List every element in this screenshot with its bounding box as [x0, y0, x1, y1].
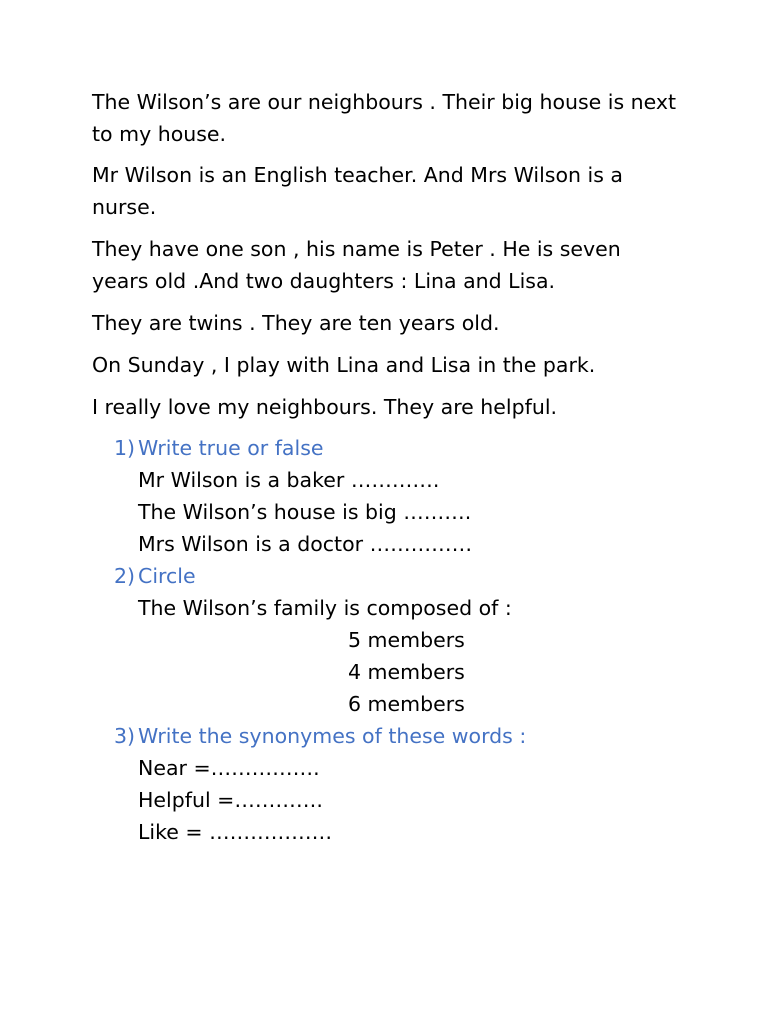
exercise-3-word-2: Helpful =…………. — [138, 788, 323, 812]
reading-paragraph-2: Mr Wilson is an English teacher. And Mrs Wilson is a nurse. — [92, 163, 623, 219]
exercise-2-heading — [114, 560, 196, 592]
exercise-3-heading — [114, 720, 526, 752]
exercise-2-number: 2) — [114, 564, 136, 588]
exercise-1-statement-2: The Wilson’s house is big ………. — [138, 500, 472, 524]
exercise-1-statement-1: Mr Wilson is a baker …………. — [138, 468, 440, 492]
exercise-3-word-3: Like = ……………… — [138, 820, 333, 844]
exercise-3-title: Write the synonymes of these words : — [138, 724, 527, 748]
exercise-2-option-1: 5 members — [348, 628, 465, 652]
exercise-2-question: The Wilson’s family is composed of : — [138, 596, 512, 620]
exercise-2-option-2: 4 members — [348, 660, 465, 684]
exercise-1-number: 1) — [114, 436, 136, 460]
exercise-1-title: Write true or false — [138, 436, 324, 460]
reading-paragraph-6: I really love my neighbours. They are helpful. — [92, 395, 558, 419]
reading-paragraph-4: They are twins . They are ten years old. — [92, 311, 500, 335]
exercise-3-number: 3) — [114, 724, 136, 748]
exercise-3-word-1: Near =……………. — [138, 756, 320, 780]
reading-paragraph-1: The Wilson’s are our neighbours . Their big house is next to my house. — [92, 90, 677, 146]
exercise-1-heading — [114, 432, 323, 464]
exercise-2-title: Circle — [138, 564, 196, 588]
exercise-2-option-3: 6 members — [348, 692, 465, 716]
reading-paragraph-5: On Sunday , I play with Lina and Lisa in the park. — [92, 353, 596, 377]
reading-paragraph-3: They have one son , his name is Peter . He is seven years old .And two daughters : Lina and Lisa. — [92, 237, 621, 293]
exercise-1-statement-3: Mrs Wilson is a doctor …………… — [138, 532, 473, 556]
